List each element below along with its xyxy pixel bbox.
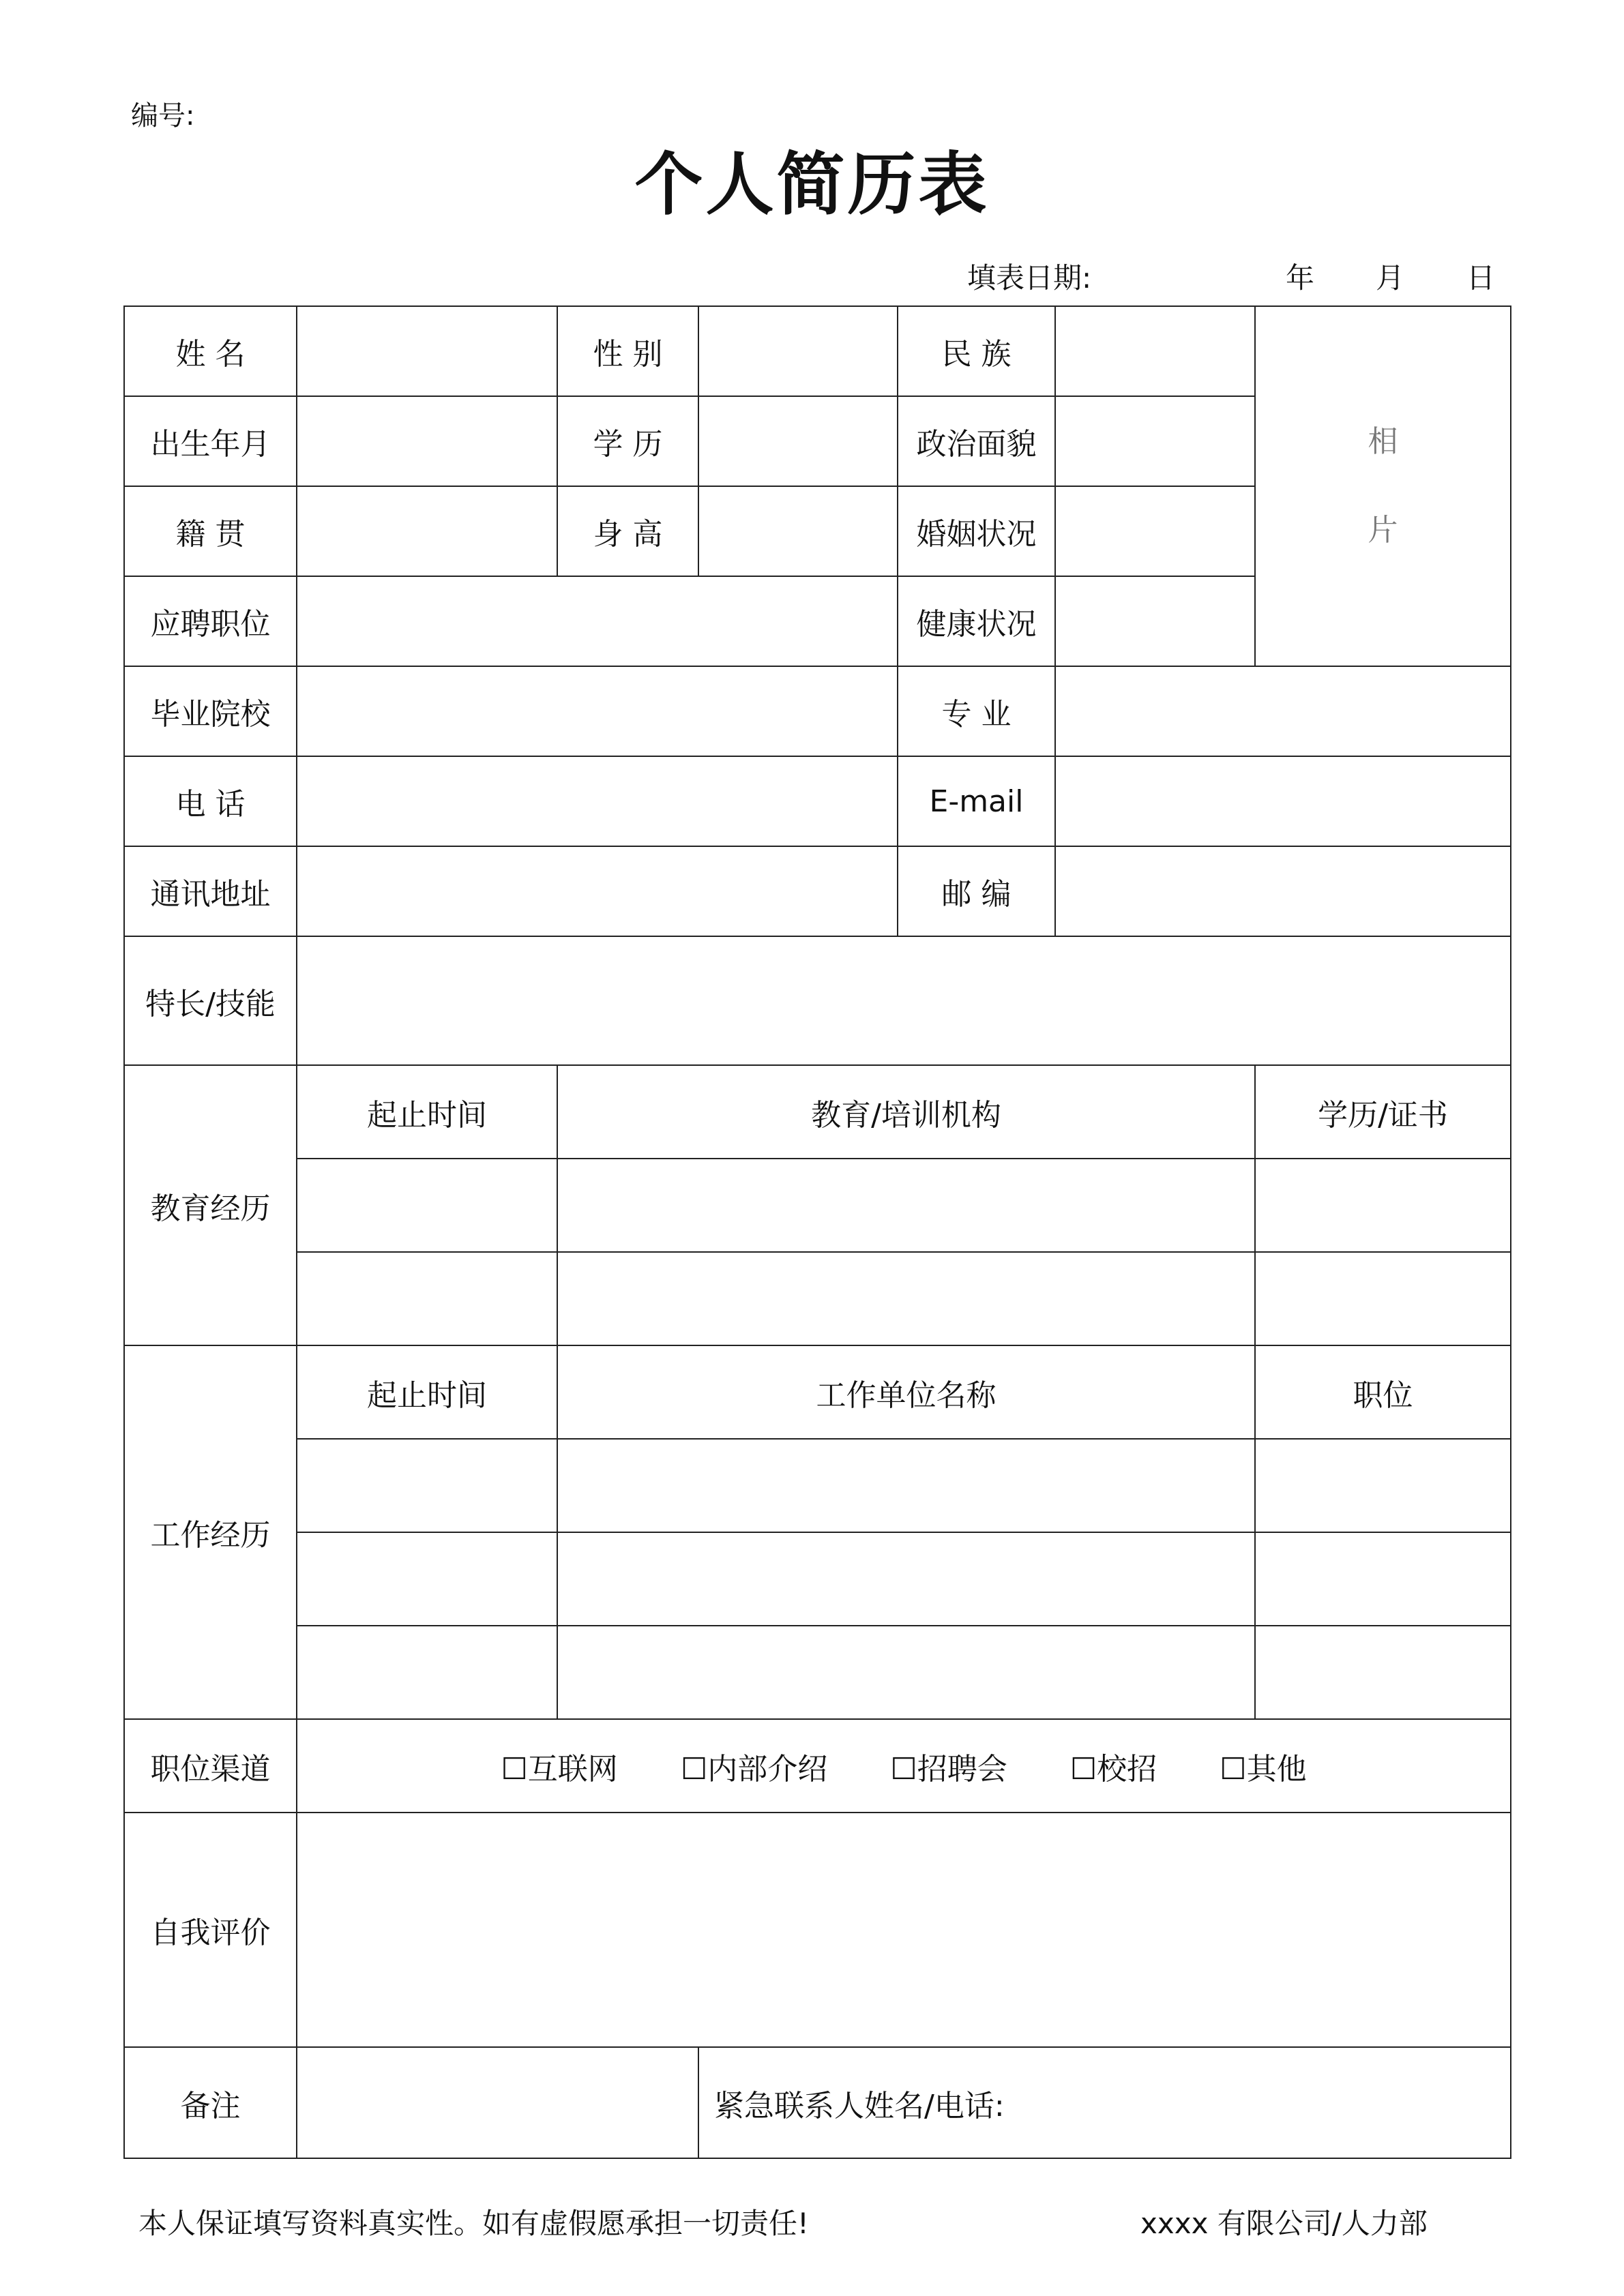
native-place-label: 籍 贯 [124, 486, 297, 576]
channel-campus-checkbox[interactable]: ☐校招 [1069, 1751, 1157, 1787]
ethnicity-field[interactable] [1055, 306, 1255, 396]
gender-label: 性 别 [557, 306, 698, 396]
edu-col-org: 教育/培训机构 [557, 1065, 1255, 1159]
work-position-field[interactable] [1255, 1439, 1511, 1532]
authenticity-statement: 本人保证填写资料真实性。如有虚假愿承担一切责任! [138, 2207, 809, 2240]
work-company-field[interactable] [557, 1532, 1255, 1626]
edu-org-field[interactable] [557, 1252, 1255, 1345]
ethnicity-label: 民 族 [898, 306, 1055, 396]
marital-field[interactable] [1055, 486, 1255, 576]
skills-label: 特长/技能 [124, 936, 297, 1065]
native-place-field[interactable] [297, 486, 557, 576]
emergency-contact-field[interactable]: 紧急联系人姓名/电话: [698, 2047, 1511, 2158]
work-time-field[interactable] [297, 1439, 557, 1532]
edu-cert-field[interactable] [1255, 1252, 1511, 1345]
date-month-label: 月 [1376, 261, 1405, 295]
position-field[interactable] [297, 576, 898, 666]
resume-form-table [123, 305, 1511, 2159]
political-field[interactable] [1055, 396, 1255, 486]
email-field[interactable] [1055, 756, 1511, 846]
channel-referral-checkbox[interactable]: ☐内部介绍 [680, 1751, 828, 1787]
work-history-label: 工作经历 [124, 1345, 297, 1719]
work-col-time: 起止时间 [297, 1345, 557, 1439]
name-field[interactable] [297, 306, 557, 396]
self-eval-label: 自我评价 [124, 1813, 297, 2047]
birth-label: 出生年月 [124, 396, 297, 486]
edu-time-field[interactable] [297, 1252, 557, 1345]
marital-label: 婚姻状况 [898, 486, 1055, 576]
work-company-field[interactable] [557, 1626, 1255, 1719]
company-department: xxxx 有限公司/人力部 [1140, 2207, 1428, 2240]
height-field[interactable] [698, 486, 898, 576]
edu-col-time: 起止时间 [297, 1065, 557, 1159]
work-col-position: 职位 [1255, 1345, 1511, 1439]
work-position-field[interactable] [1255, 1626, 1511, 1719]
education-history-label: 教育经历 [124, 1065, 297, 1345]
work-company-field[interactable] [557, 1439, 1255, 1532]
serial-number-label: 编号: [131, 100, 195, 132]
education-label: 学 历 [557, 396, 698, 486]
height-label: 身 高 [557, 486, 698, 576]
major-field[interactable] [1055, 666, 1511, 756]
date-day-label: 日 [1466, 261, 1496, 295]
work-position-field[interactable] [1255, 1532, 1511, 1626]
email-label: E-mail [898, 756, 1055, 846]
school-field[interactable] [297, 666, 898, 756]
edu-cert-field[interactable] [1255, 1159, 1511, 1252]
gender-field[interactable] [698, 306, 898, 396]
birth-field[interactable] [297, 396, 557, 486]
work-time-field[interactable] [297, 1532, 557, 1626]
page-title: 个人简历表 [634, 145, 990, 224]
postcode-field[interactable] [1055, 846, 1511, 936]
edu-col-cert: 学历/证书 [1255, 1065, 1511, 1159]
health-label: 健康状况 [898, 576, 1055, 666]
political-label: 政治面貌 [898, 396, 1055, 486]
fill-date-label: 填表日期: [967, 261, 1092, 295]
address-field[interactable] [297, 846, 898, 936]
major-label: 专 业 [898, 666, 1055, 756]
health-field[interactable] [1055, 576, 1255, 666]
phone-field[interactable] [297, 756, 898, 846]
photo-label-top: 相 [1368, 424, 1398, 459]
channel-job-fair-checkbox[interactable]: ☐招聘会 [890, 1751, 1007, 1787]
channel-other-checkbox[interactable]: ☐其他 [1220, 1751, 1307, 1787]
school-label: 毕业院校 [124, 666, 297, 756]
address-label: 通讯地址 [124, 846, 297, 936]
position-label: 应聘职位 [124, 576, 297, 666]
edu-org-field[interactable] [557, 1159, 1255, 1252]
photo-label-bottom: 片 [1368, 513, 1398, 548]
channel-options [297, 1719, 1511, 1813]
channel-internet-checkbox[interactable]: ☐互联网 [501, 1751, 618, 1787]
photo-box[interactable] [1255, 306, 1511, 666]
date-year-label: 年 [1286, 261, 1315, 295]
phone-label: 电 话 [124, 756, 297, 846]
remark-field[interactable] [297, 2047, 698, 2158]
channel-label: 职位渠道 [124, 1719, 297, 1813]
education-field[interactable] [698, 396, 898, 486]
edu-time-field[interactable] [297, 1159, 557, 1252]
skills-field[interactable] [297, 936, 1511, 1065]
work-col-company: 工作单位名称 [557, 1345, 1255, 1439]
work-time-field[interactable] [297, 1626, 557, 1719]
name-label: 姓 名 [124, 306, 297, 396]
remark-label: 备注 [124, 2047, 297, 2158]
self-eval-field[interactable] [297, 1813, 1511, 2047]
postcode-label: 邮 编 [898, 846, 1055, 936]
